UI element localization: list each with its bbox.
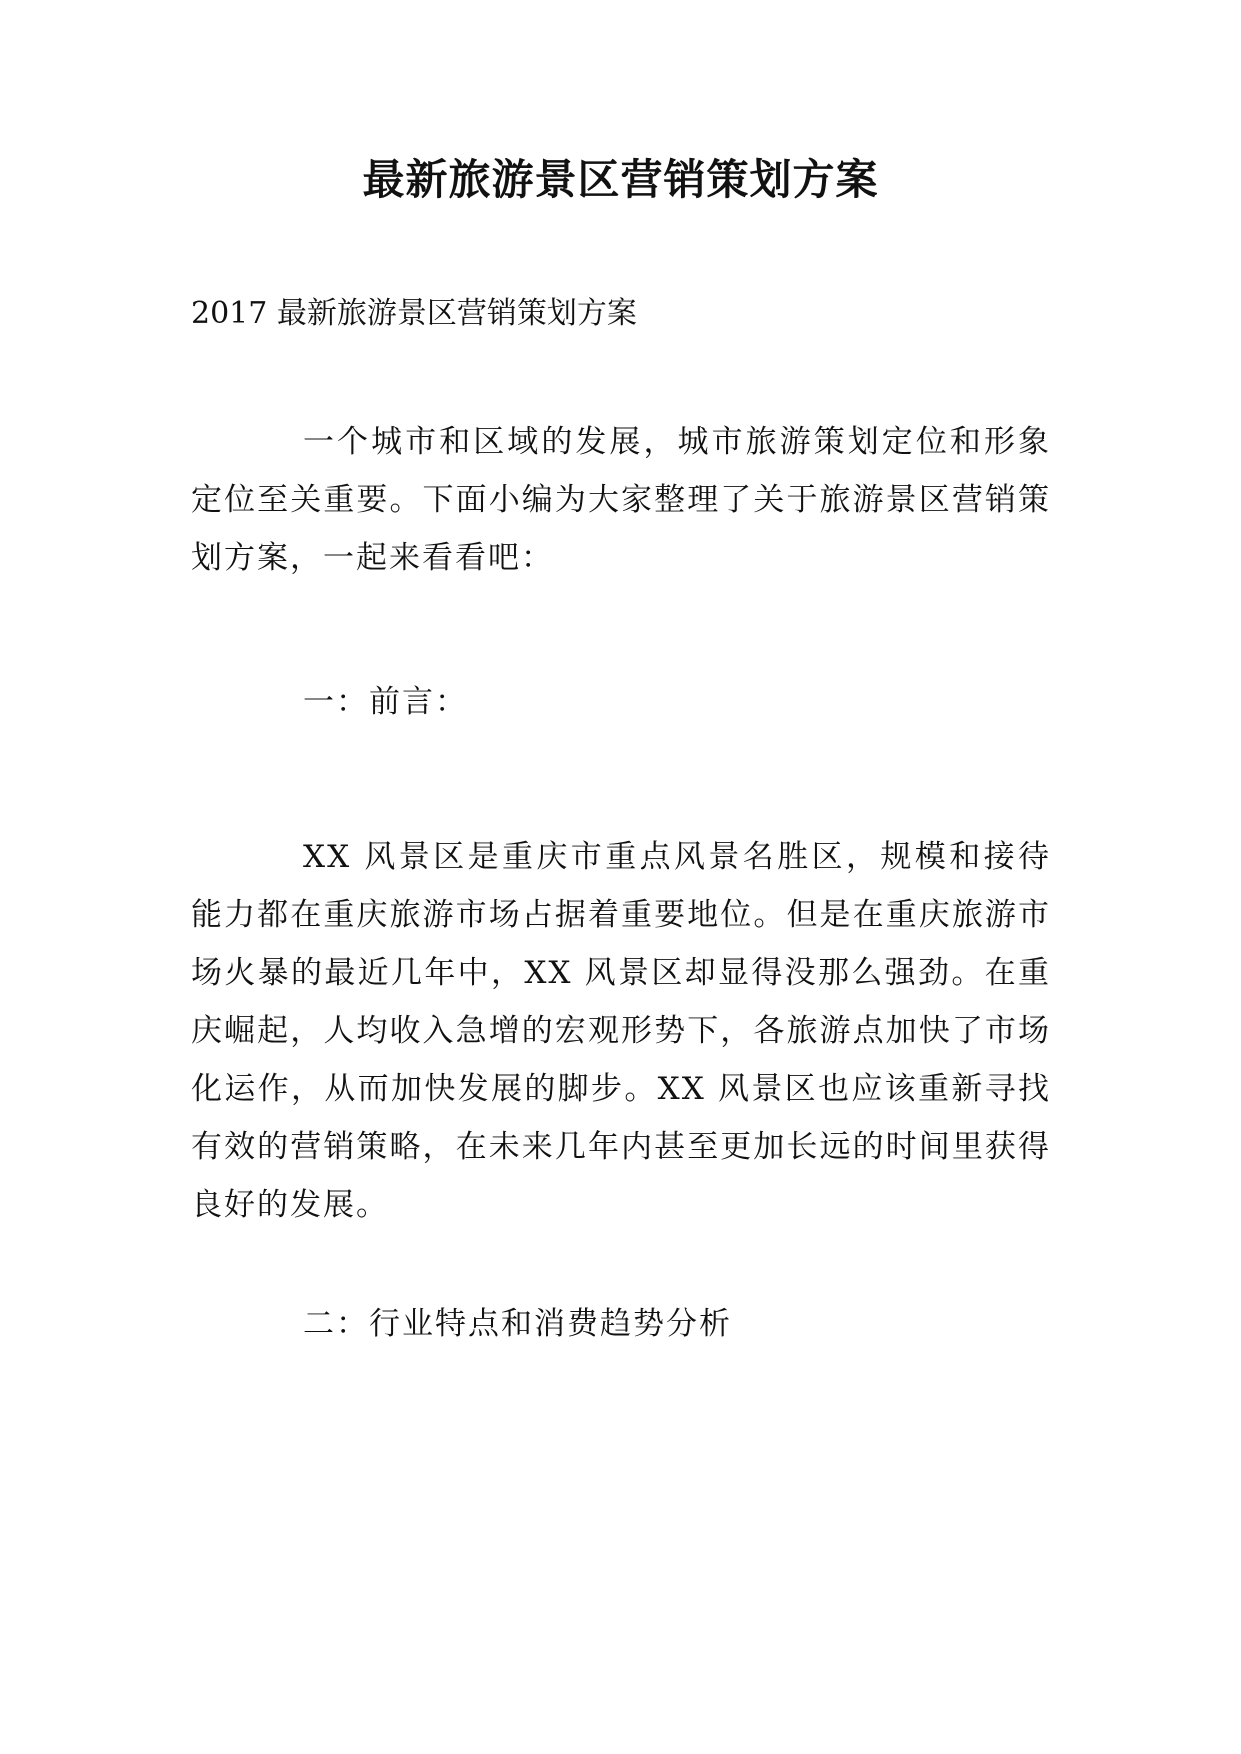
section-heading-preface: 一：前言： [303, 684, 468, 720]
document-title: 最新旅游景区营销策划方案 [362, 155, 879, 204]
intro-paragraph: 一个城市和区域的发展，城市旅游策划定位和形象定位至关重要。下面小编为大家整理了关于旅游景区营销策划方案，一起来看看吧： [191, 424, 1051, 576]
section-heading-industry-analysis: 二：行业特点和消费趋势分析 [303, 1306, 732, 1342]
document-subtitle: 2017 最新旅游景区营销策划方案 [191, 296, 637, 331]
preface-paragraph: XX 风景区是重庆市重点风景名胜区，规模和接待能力都在重庆旅游市场占据着重要地位。但是在重庆旅游市场火暴的最近几年中，XX 风景区却显得没那么强劲。在重庆崛起，人均收入急增的宏观形势下，各旅游点加快了市场化运作，从而加快发展的脚步。XX 风景区也应该重新寻找有效的营销策略，在未来几年内甚至更加长远的时间里获得良好的发展。 [191, 839, 1051, 1223]
